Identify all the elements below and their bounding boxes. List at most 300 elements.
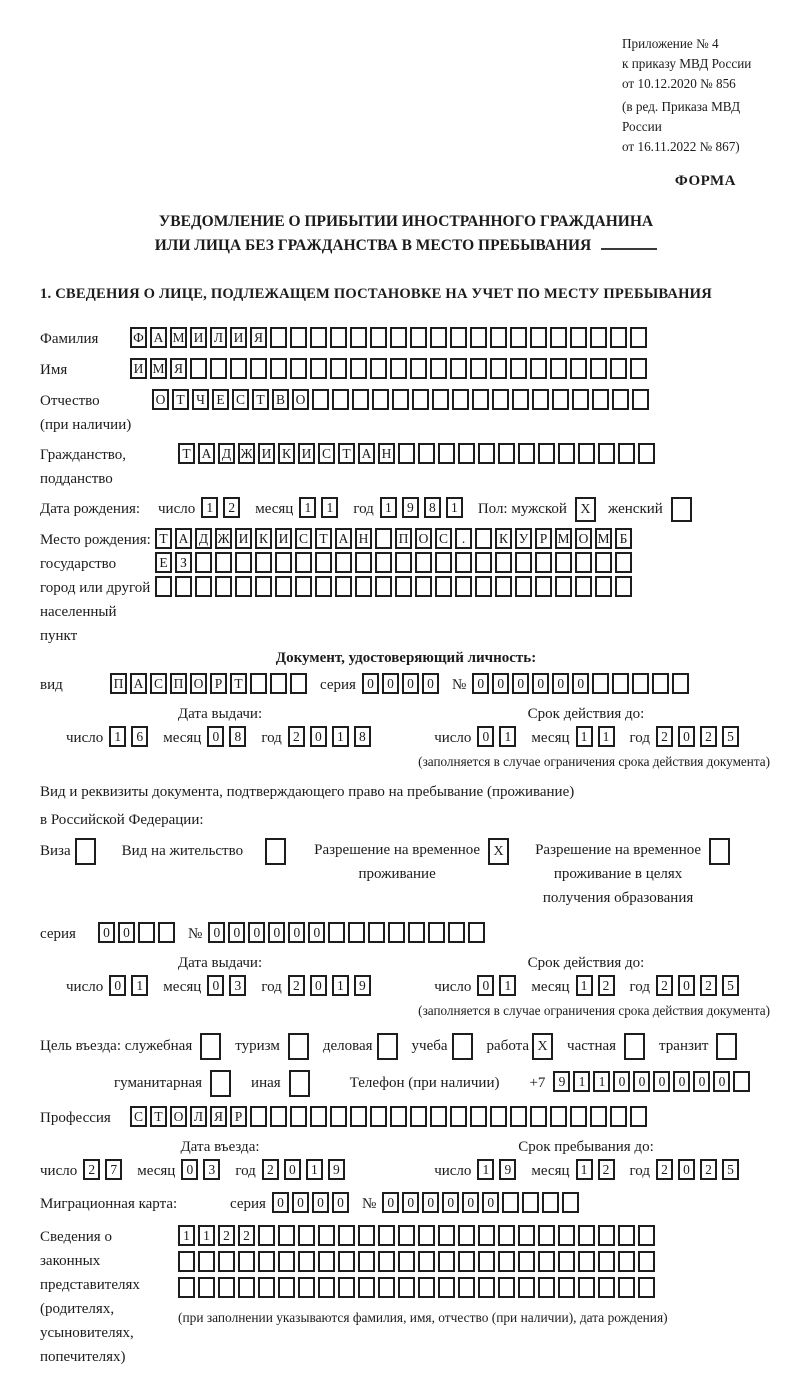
form-cell[interactable] <box>555 576 572 597</box>
form-cell[interactable]: М <box>555 528 572 549</box>
form-cell[interactable] <box>598 1277 615 1298</box>
form-cell[interactable]: 2 <box>262 1159 279 1180</box>
form-cell[interactable] <box>458 1225 475 1246</box>
form-cell[interactable]: Б <box>615 528 632 549</box>
form-cell[interactable] <box>490 358 507 379</box>
form-cell[interactable] <box>290 673 307 694</box>
form-cell[interactable]: Р <box>210 673 227 694</box>
form-cell[interactable]: 0 <box>552 673 569 694</box>
form-cell[interactable] <box>630 1106 647 1127</box>
form-cell[interactable] <box>558 1277 575 1298</box>
form-cell[interactable] <box>438 1225 455 1246</box>
form-cell[interactable] <box>555 552 572 573</box>
form-cell[interactable] <box>550 358 567 379</box>
form-cell[interactable]: 7 <box>105 1159 122 1180</box>
form-cell[interactable] <box>518 1225 535 1246</box>
form-cell[interactable] <box>235 576 252 597</box>
form-cell[interactable]: 0 <box>572 673 589 694</box>
form-cell[interactable]: 1 <box>598 726 615 747</box>
form-cell[interactable]: 0 <box>673 1071 690 1092</box>
form-cell[interactable] <box>428 922 445 943</box>
form-cell[interactable]: К <box>278 443 295 464</box>
form-cell[interactable] <box>495 552 512 573</box>
form-cell[interactable]: Т <box>155 528 172 549</box>
form-cell[interactable] <box>475 528 492 549</box>
form-cell[interactable]: У <box>515 528 532 549</box>
form-cell[interactable]: З <box>175 552 192 573</box>
form-cell[interactable] <box>330 358 347 379</box>
form-cell[interactable]: А <box>175 528 192 549</box>
form-cell[interactable] <box>278 1225 295 1246</box>
form-cell[interactable] <box>595 576 612 597</box>
form-cell[interactable] <box>612 389 629 410</box>
form-cell[interactable] <box>195 552 212 573</box>
form-cell[interactable]: И <box>275 528 292 549</box>
form-cell[interactable] <box>418 1225 435 1246</box>
form-cell[interactable] <box>515 576 532 597</box>
form-cell[interactable]: 1 <box>499 975 516 996</box>
form-cell[interactable] <box>638 1225 655 1246</box>
form-cell[interactable] <box>592 389 609 410</box>
form-cell[interactable]: О <box>170 1106 187 1127</box>
form-cell[interactable] <box>410 1106 427 1127</box>
form-cell[interactable] <box>522 1192 539 1213</box>
form-cell[interactable] <box>235 552 252 573</box>
form-cell[interactable] <box>350 1106 367 1127</box>
form-cell[interactable] <box>390 1106 407 1127</box>
purpose-other-checkbox[interactable] <box>289 1070 310 1097</box>
form-cell[interactable]: 9 <box>354 975 371 996</box>
form-cell[interactable] <box>250 358 267 379</box>
form-cell[interactable]: 0 <box>482 1192 499 1213</box>
form-cell[interactable]: 1 <box>299 497 316 518</box>
purpose-tourism-checkbox[interactable] <box>288 1033 309 1060</box>
form-cell[interactable] <box>538 1225 555 1246</box>
form-cell[interactable]: 0 <box>292 1192 309 1213</box>
form-cell[interactable] <box>638 1277 655 1298</box>
form-cell[interactable] <box>630 327 647 348</box>
form-cell[interactable]: 1 <box>332 726 349 747</box>
form-cell[interactable]: 9 <box>328 1159 345 1180</box>
form-cell[interactable]: С <box>150 673 167 694</box>
form-cell[interactable] <box>298 1251 315 1272</box>
form-cell[interactable] <box>598 1225 615 1246</box>
form-cell[interactable]: И <box>235 528 252 549</box>
form-cell[interactable] <box>335 552 352 573</box>
form-cell[interactable] <box>530 1106 547 1127</box>
form-cell[interactable] <box>475 552 492 573</box>
form-cell[interactable]: 1 <box>499 726 516 747</box>
form-cell[interactable] <box>175 576 192 597</box>
form-cell[interactable] <box>418 1251 435 1272</box>
form-cell[interactable]: 0 <box>678 975 695 996</box>
form-cell[interactable] <box>238 1277 255 1298</box>
form-cell[interactable] <box>450 358 467 379</box>
form-cell[interactable] <box>355 576 372 597</box>
form-cell[interactable] <box>570 358 587 379</box>
form-cell[interactable] <box>410 327 427 348</box>
form-cell[interactable] <box>562 1192 579 1213</box>
form-cell[interactable] <box>258 1277 275 1298</box>
form-cell[interactable] <box>198 1251 215 1272</box>
form-cell[interactable] <box>542 1192 559 1213</box>
form-cell[interactable] <box>210 358 227 379</box>
form-cell[interactable] <box>450 327 467 348</box>
form-cell[interactable] <box>518 1277 535 1298</box>
form-cell[interactable]: 2 <box>656 975 673 996</box>
form-cell[interactable] <box>335 576 352 597</box>
form-cell[interactable] <box>275 552 292 573</box>
form-cell[interactable] <box>315 552 332 573</box>
form-cell[interactable]: О <box>415 528 432 549</box>
form-cell[interactable] <box>430 358 447 379</box>
form-cell[interactable]: 2 <box>238 1225 255 1246</box>
form-cell[interactable] <box>558 1225 575 1246</box>
form-cell[interactable] <box>470 358 487 379</box>
form-cell[interactable] <box>510 327 527 348</box>
form-cell[interactable] <box>530 358 547 379</box>
form-cell[interactable] <box>398 1277 415 1298</box>
form-cell[interactable] <box>610 327 627 348</box>
form-cell[interactable] <box>498 1277 515 1298</box>
form-cell[interactable] <box>498 443 515 464</box>
form-cell[interactable] <box>458 443 475 464</box>
form-cell[interactable] <box>558 1251 575 1272</box>
form-cell[interactable] <box>733 1071 750 1092</box>
form-cell[interactable] <box>470 1106 487 1127</box>
form-cell[interactable] <box>538 1277 555 1298</box>
form-cell[interactable]: 2 <box>223 497 240 518</box>
form-cell[interactable]: С <box>318 443 335 464</box>
form-cell[interactable]: 0 <box>310 975 327 996</box>
form-cell[interactable]: 1 <box>477 1159 494 1180</box>
form-cell[interactable]: 2 <box>598 975 615 996</box>
form-cell[interactable] <box>355 552 372 573</box>
form-cell[interactable]: Н <box>355 528 372 549</box>
form-cell[interactable]: 0 <box>402 673 419 694</box>
form-cell[interactable]: С <box>232 389 249 410</box>
form-cell[interactable]: Н <box>378 443 395 464</box>
form-cell[interactable] <box>438 1277 455 1298</box>
form-cell[interactable] <box>652 673 669 694</box>
form-cell[interactable]: 1 <box>446 497 463 518</box>
form-cell[interactable]: 2 <box>700 975 717 996</box>
purpose-private-checkbox[interactable] <box>624 1033 645 1060</box>
form-cell[interactable] <box>315 576 332 597</box>
form-cell[interactable] <box>318 1251 335 1272</box>
form-cell[interactable]: 0 <box>362 673 379 694</box>
form-cell[interactable] <box>575 576 592 597</box>
form-cell[interactable] <box>258 1251 275 1272</box>
form-cell[interactable]: 1 <box>109 726 126 747</box>
form-cell[interactable] <box>372 389 389 410</box>
form-cell[interactable] <box>298 1225 315 1246</box>
form-cell[interactable]: А <box>130 673 147 694</box>
form-cell[interactable] <box>550 327 567 348</box>
form-cell[interactable]: 8 <box>229 726 246 747</box>
form-cell[interactable]: 0 <box>332 1192 349 1213</box>
form-cell[interactable]: 0 <box>207 975 224 996</box>
form-cell[interactable] <box>375 576 392 597</box>
form-cell[interactable]: Л <box>210 327 227 348</box>
form-cell[interactable]: 0 <box>312 1192 329 1213</box>
form-cell[interactable]: 0 <box>402 1192 419 1213</box>
form-cell[interactable] <box>155 576 172 597</box>
form-cell[interactable]: К <box>255 528 272 549</box>
form-cell[interactable] <box>270 673 287 694</box>
form-cell[interactable]: 6 <box>131 726 148 747</box>
form-cell[interactable] <box>218 1251 235 1272</box>
form-cell[interactable] <box>290 358 307 379</box>
form-cell[interactable]: И <box>298 443 315 464</box>
form-cell[interactable] <box>418 443 435 464</box>
form-cell[interactable]: 0 <box>713 1071 730 1092</box>
form-cell[interactable]: 2 <box>598 1159 615 1180</box>
form-cell[interactable]: П <box>110 673 127 694</box>
form-cell[interactable] <box>398 1225 415 1246</box>
form-cell[interactable]: 0 <box>118 922 135 943</box>
form-cell[interactable]: 9 <box>553 1071 570 1092</box>
form-cell[interactable] <box>275 576 292 597</box>
form-cell[interactable]: Т <box>230 673 247 694</box>
form-cell[interactable]: 5 <box>722 975 739 996</box>
form-cell[interactable] <box>190 358 207 379</box>
form-cell[interactable]: О <box>190 673 207 694</box>
form-cell[interactable]: 0 <box>248 922 265 943</box>
form-cell[interactable] <box>535 552 552 573</box>
form-cell[interactable] <box>538 1251 555 1272</box>
form-cell[interactable]: 0 <box>442 1192 459 1213</box>
visa-checkbox[interactable] <box>75 838 96 865</box>
form-cell[interactable]: 1 <box>576 975 593 996</box>
form-cell[interactable]: Т <box>315 528 332 549</box>
form-cell[interactable] <box>572 389 589 410</box>
form-cell[interactable]: И <box>230 327 247 348</box>
form-cell[interactable] <box>672 673 689 694</box>
form-cell[interactable] <box>578 1277 595 1298</box>
form-cell[interactable]: 0 <box>284 1159 301 1180</box>
form-cell[interactable]: О <box>152 389 169 410</box>
form-cell[interactable] <box>638 443 655 464</box>
form-cell[interactable] <box>530 327 547 348</box>
form-cell[interactable] <box>458 1277 475 1298</box>
form-cell[interactable]: А <box>198 443 215 464</box>
form-cell[interactable]: Д <box>218 443 235 464</box>
form-cell[interactable]: 0 <box>422 673 439 694</box>
purpose-official-checkbox[interactable] <box>200 1033 221 1060</box>
form-cell[interactable] <box>432 389 449 410</box>
form-cell[interactable] <box>430 327 447 348</box>
form-cell[interactable] <box>592 673 609 694</box>
form-cell[interactable] <box>278 1251 295 1272</box>
form-cell[interactable] <box>612 673 629 694</box>
form-cell[interactable] <box>330 1106 347 1127</box>
form-cell[interactable] <box>338 1277 355 1298</box>
form-cell[interactable] <box>295 552 312 573</box>
form-cell[interactable] <box>215 552 232 573</box>
form-cell[interactable]: 2 <box>656 1159 673 1180</box>
form-cell[interactable]: 1 <box>306 1159 323 1180</box>
form-cell[interactable] <box>310 1106 327 1127</box>
form-cell[interactable] <box>350 327 367 348</box>
form-cell[interactable] <box>350 358 367 379</box>
form-cell[interactable] <box>370 327 387 348</box>
form-cell[interactable]: 0 <box>272 1192 289 1213</box>
form-cell[interactable] <box>250 673 267 694</box>
form-cell[interactable] <box>310 358 327 379</box>
form-cell[interactable] <box>552 389 569 410</box>
form-cell[interactable] <box>415 576 432 597</box>
form-cell[interactable] <box>438 443 455 464</box>
form-cell[interactable]: 8 <box>424 497 441 518</box>
form-cell[interactable]: 1 <box>198 1225 215 1246</box>
form-cell[interactable] <box>452 389 469 410</box>
form-cell[interactable]: 0 <box>693 1071 710 1092</box>
form-cell[interactable]: 1 <box>332 975 349 996</box>
form-cell[interactable] <box>590 1106 607 1127</box>
form-cell[interactable] <box>392 389 409 410</box>
form-cell[interactable] <box>478 1251 495 1272</box>
form-cell[interactable]: А <box>150 327 167 348</box>
form-cell[interactable]: 3 <box>203 1159 220 1180</box>
form-cell[interactable] <box>338 1251 355 1272</box>
form-cell[interactable] <box>195 576 212 597</box>
form-cell[interactable]: 0 <box>382 1192 399 1213</box>
form-cell[interactable] <box>630 358 647 379</box>
form-cell[interactable]: 5 <box>722 1159 739 1180</box>
form-cell[interactable]: 1 <box>576 1159 593 1180</box>
form-cell[interactable] <box>375 528 392 549</box>
form-cell[interactable] <box>510 358 527 379</box>
form-cell[interactable] <box>395 576 412 597</box>
form-cell[interactable] <box>615 552 632 573</box>
form-cell[interactable] <box>475 576 492 597</box>
form-cell[interactable]: 9 <box>402 497 419 518</box>
form-cell[interactable] <box>438 1251 455 1272</box>
form-cell[interactable] <box>498 1225 515 1246</box>
form-cell[interactable] <box>410 358 427 379</box>
form-cell[interactable] <box>218 1277 235 1298</box>
form-cell[interactable] <box>408 922 425 943</box>
form-cell[interactable]: 1 <box>201 497 218 518</box>
form-cell[interactable]: 3 <box>229 975 246 996</box>
form-cell[interactable]: 1 <box>321 497 338 518</box>
form-cell[interactable]: 0 <box>98 922 115 943</box>
form-cell[interactable]: 0 <box>477 726 494 747</box>
form-cell[interactable]: 2 <box>700 726 717 747</box>
form-cell[interactable] <box>578 1225 595 1246</box>
form-cell[interactable] <box>398 443 415 464</box>
form-cell[interactable]: 2 <box>288 726 305 747</box>
form-cell[interactable] <box>578 1251 595 1272</box>
form-cell[interactable]: 5 <box>722 726 739 747</box>
form-cell[interactable]: К <box>495 528 512 549</box>
form-cell[interactable] <box>515 552 532 573</box>
form-cell[interactable] <box>478 1277 495 1298</box>
form-cell[interactable]: О <box>292 389 309 410</box>
form-cell[interactable] <box>388 922 405 943</box>
form-cell[interactable] <box>348 922 365 943</box>
form-cell[interactable]: М <box>170 327 187 348</box>
form-cell[interactable]: Ж <box>215 528 232 549</box>
form-cell[interactable] <box>450 1106 467 1127</box>
form-cell[interactable] <box>178 1277 195 1298</box>
form-cell[interactable] <box>498 1251 515 1272</box>
form-cell[interactable] <box>470 327 487 348</box>
form-cell[interactable]: С <box>295 528 312 549</box>
form-cell[interactable] <box>490 327 507 348</box>
form-cell[interactable] <box>502 1192 519 1213</box>
form-cell[interactable] <box>358 1225 375 1246</box>
form-cell[interactable]: Ф <box>130 327 147 348</box>
form-cell[interactable]: 0 <box>382 673 399 694</box>
form-cell[interactable] <box>595 552 612 573</box>
form-cell[interactable] <box>618 1225 635 1246</box>
form-cell[interactable]: . <box>455 528 472 549</box>
form-cell[interactable] <box>328 922 345 943</box>
form-cell[interactable] <box>378 1277 395 1298</box>
form-cell[interactable] <box>312 389 329 410</box>
form-cell[interactable]: 0 <box>532 673 549 694</box>
form-cell[interactable]: В <box>272 389 289 410</box>
form-cell[interactable]: М <box>595 528 612 549</box>
purpose-study-checkbox[interactable] <box>452 1033 473 1060</box>
form-cell[interactable]: Р <box>535 528 552 549</box>
form-cell[interactable]: 0 <box>422 1192 439 1213</box>
form-cell[interactable] <box>618 1277 635 1298</box>
form-cell[interactable] <box>370 1106 387 1127</box>
form-cell[interactable] <box>570 1106 587 1127</box>
form-cell[interactable] <box>412 389 429 410</box>
form-cell[interactable]: Я <box>210 1106 227 1127</box>
form-cell[interactable] <box>298 1277 315 1298</box>
form-cell[interactable]: 0 <box>208 922 225 943</box>
form-cell[interactable]: 0 <box>613 1071 630 1092</box>
form-cell[interactable] <box>632 389 649 410</box>
form-cell[interactable] <box>370 358 387 379</box>
form-cell[interactable] <box>532 389 549 410</box>
sex-female-checkbox[interactable] <box>671 497 692 522</box>
form-cell[interactable] <box>478 443 495 464</box>
form-cell[interactable] <box>178 1251 195 1272</box>
form-cell[interactable] <box>510 1106 527 1127</box>
form-cell[interactable] <box>590 327 607 348</box>
form-cell[interactable]: 0 <box>268 922 285 943</box>
form-cell[interactable] <box>198 1277 215 1298</box>
form-cell[interactable]: М <box>150 358 167 379</box>
form-cell[interactable]: Е <box>155 552 172 573</box>
form-cell[interactable] <box>338 1225 355 1246</box>
form-cell[interactable]: П <box>395 528 412 549</box>
form-cell[interactable]: 0 <box>477 975 494 996</box>
form-cell[interactable] <box>378 1225 395 1246</box>
form-cell[interactable] <box>598 1251 615 1272</box>
form-cell[interactable]: 0 <box>633 1071 650 1092</box>
form-cell[interactable] <box>290 327 307 348</box>
form-cell[interactable] <box>368 922 385 943</box>
form-cell[interactable] <box>518 1251 535 1272</box>
form-cell[interactable]: 2 <box>656 726 673 747</box>
form-cell[interactable] <box>310 327 327 348</box>
form-cell[interactable]: 0 <box>653 1071 670 1092</box>
form-cell[interactable] <box>518 443 535 464</box>
form-cell[interactable]: 9 <box>499 1159 516 1180</box>
form-cell[interactable] <box>250 1106 267 1127</box>
form-cell[interactable]: 0 <box>109 975 126 996</box>
form-cell[interactable] <box>330 327 347 348</box>
form-cell[interactable]: Д <box>195 528 212 549</box>
form-cell[interactable]: Ж <box>238 443 255 464</box>
